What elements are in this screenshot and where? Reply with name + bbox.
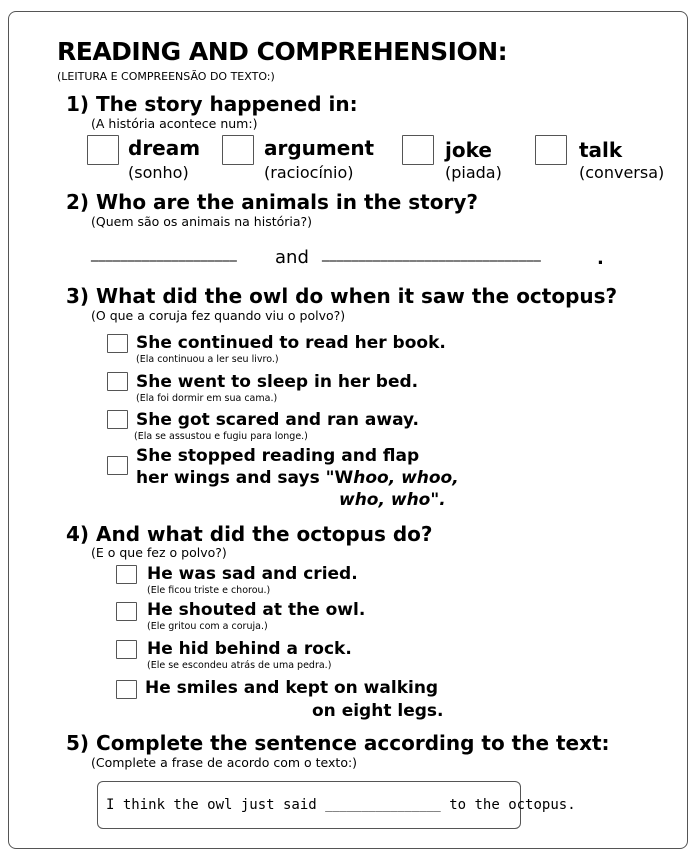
option-sad-cried-label: He was sad and cried. xyxy=(147,564,358,584)
question-2: 2) Who are the animals in the story? xyxy=(66,190,478,214)
question-1-translation: (A história acontece num:) xyxy=(91,116,258,131)
checkbox-hid-rock[interactable] xyxy=(116,640,137,659)
page-subtitle: (LEITURA E COMPREENSÃO DO TEXTO:) xyxy=(57,70,275,83)
page-title: READING AND COMPREHENSION: xyxy=(57,37,508,66)
question-4: 4) And what did the octopus do? xyxy=(66,522,433,546)
checkbox-talk[interactable] xyxy=(535,135,567,165)
option-read-book-translation: (Ela continuou a ler seu livro.) xyxy=(136,354,279,365)
checkbox-sad-cried[interactable] xyxy=(116,565,137,584)
question-1: 1) The story happened in: xyxy=(66,92,358,116)
option-hid-rock-label: He hid behind a rock. xyxy=(147,639,352,659)
option-joke-translation: (piada) xyxy=(445,163,502,182)
option-dream-label: dream xyxy=(128,136,201,160)
checkbox-got-scared[interactable] xyxy=(107,410,128,429)
checkbox-read-book[interactable] xyxy=(107,334,128,353)
option-flap-wings-line3: who, who". xyxy=(339,490,446,510)
option-argument-translation: (raciocínio) xyxy=(264,163,354,182)
option-kept-walking-line1: He smiles and kept on walking xyxy=(145,678,439,698)
option-kept-walking-line2: on eight legs. xyxy=(312,701,444,721)
question-3-translation: (O que a coruja fez quando viu o polvo?) xyxy=(91,308,346,323)
answer-sentence: I think the owl just said ________________ to the octopus. xyxy=(106,797,576,813)
option-dream-translation: (sonho) xyxy=(128,163,189,182)
option-talk-translation: (conversa) xyxy=(579,163,665,182)
option-shouted-translation: (Ele gritou com a coruja.) xyxy=(147,621,268,632)
option-joke-label: joke xyxy=(445,138,492,162)
checkbox-flap-wings[interactable] xyxy=(107,456,128,475)
option-hid-rock-translation: (Ele se escondeu atrás de uma pedra.) xyxy=(147,660,332,671)
option-went-sleep-translation: (Ela foi dormir em sua cama.) xyxy=(136,393,278,404)
question-5: 5) Complete the sentence according to the text: xyxy=(66,731,610,755)
option-flap-wings-line2: her wings and says "Whoo, whoo, xyxy=(136,468,459,488)
question-5-translation: (Complete a frase de acordo com o texto:) xyxy=(91,755,358,770)
checkbox-kept-walking[interactable] xyxy=(116,680,137,699)
option-read-book-label: She continued to read her book. xyxy=(136,333,446,353)
option-flap-wings-line1: She stopped reading and flap xyxy=(136,446,420,466)
option-got-scared-label: She got scared and ran away. xyxy=(136,410,419,430)
answer-blank[interactable]: ________________ xyxy=(325,798,441,812)
connector-and: and xyxy=(275,247,309,268)
checkbox-argument[interactable] xyxy=(222,135,254,165)
question-3: 3) What did the owl do when it saw the octopus? xyxy=(66,284,618,308)
question-2-translation: (Quem são os animais na história?) xyxy=(91,214,313,229)
sentence-period: . xyxy=(597,248,604,269)
animal-blank-1[interactable]: ____________________ xyxy=(91,246,237,262)
option-got-scared-translation: (Ela se assustou e fugiu para longe.) xyxy=(134,431,308,442)
checkbox-went-sleep[interactable] xyxy=(107,372,128,391)
option-argument-label: argument xyxy=(264,136,375,160)
checkbox-joke[interactable] xyxy=(402,135,434,165)
animal-blank-2[interactable]: ______________________________ xyxy=(322,246,541,262)
option-went-sleep-label: She went to sleep in her bed. xyxy=(136,372,419,392)
question-4-translation: (E o que fez o polvo?) xyxy=(91,545,227,560)
option-shouted-label: He shouted at the owl. xyxy=(147,600,366,620)
option-talk-label: talk xyxy=(579,138,623,162)
option-sad-cried-translation: (Ele ficou triste e chorou.) xyxy=(147,585,271,596)
checkbox-shouted[interactable] xyxy=(116,602,137,621)
checkbox-dream[interactable] xyxy=(87,135,119,165)
